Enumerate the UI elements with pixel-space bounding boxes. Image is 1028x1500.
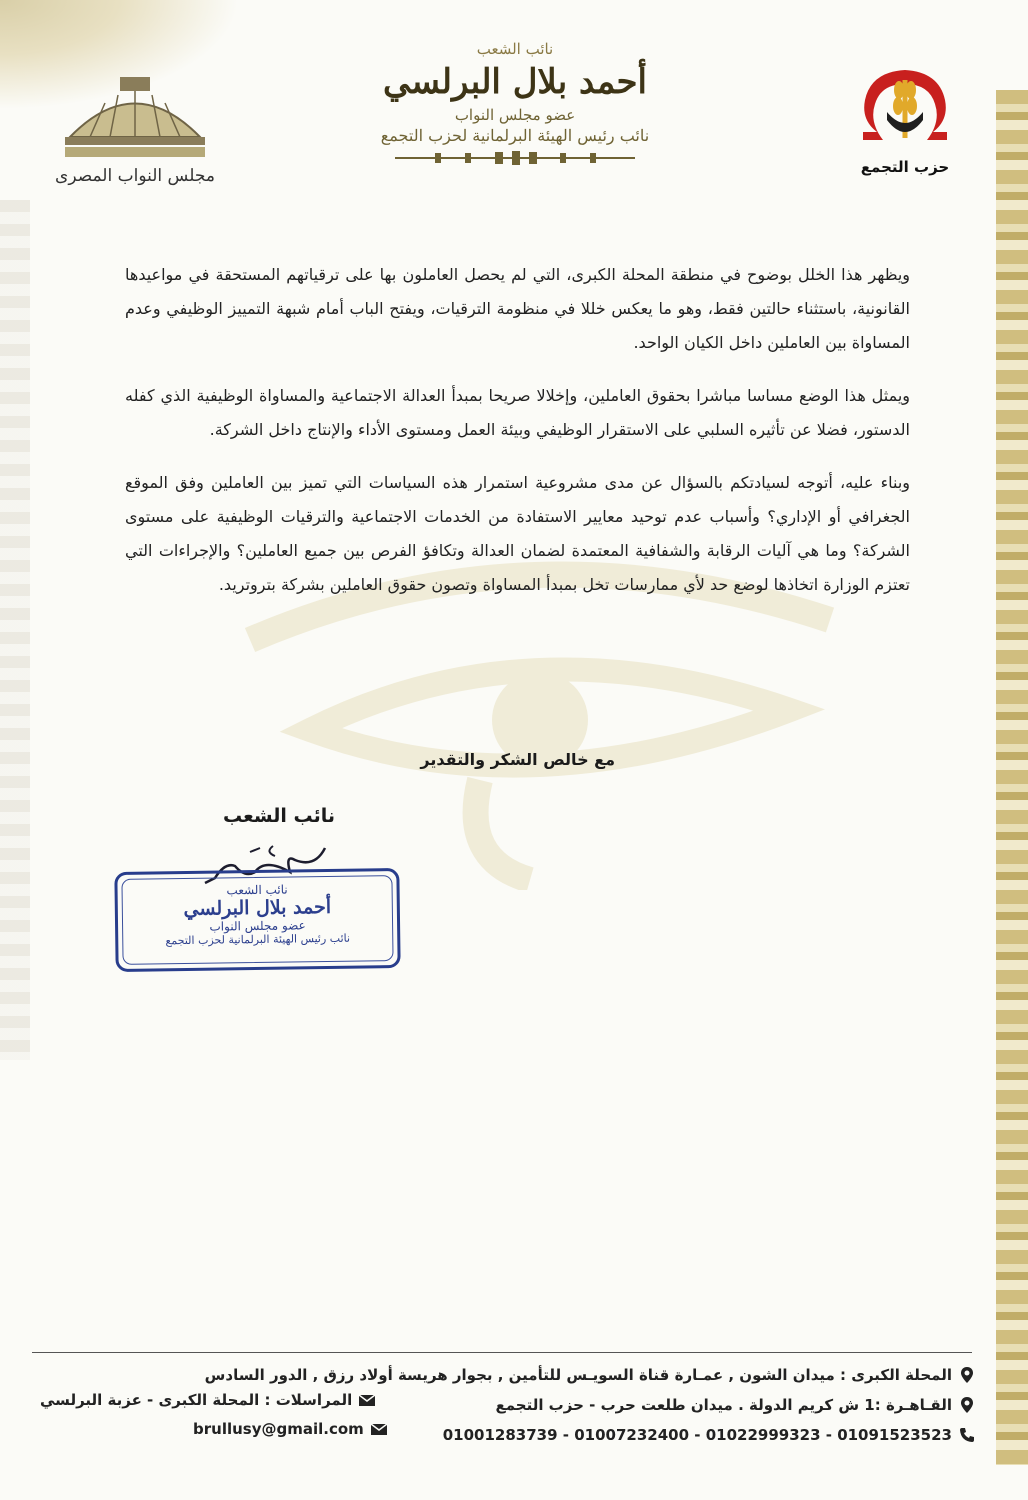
party-logo [850, 60, 960, 176]
ornament-divider-icon [395, 151, 635, 165]
stamp-line-4: نائب رئيس الهيئة البرلمانية لحزب التجمع [165, 931, 351, 948]
stamp-line-2: أحمد بلال البرلسي [183, 895, 332, 921]
paragraph-2: ويمثل هذا الوضع مساسا مباشرا بحقوق العاملين، وإخلالا صريحا بمبدأ العدالة الاجتماعية والمساواة الوظيفية الذي كفله الدستور، فضلا عن تأثيره السلبي على الاستقرار الوظيفي وبيئة العمل ومستوى الأداء والإنتاج داخل الشركة. [125, 386, 910, 439]
parliament-logo [55, 75, 215, 186]
left-faded-border [0, 200, 30, 1060]
parliament-caption: مجلس النواب المصرى [55, 166, 215, 186]
phones-text: 01091523523 - 01022999323 - 01007232400 - 01001283739 [442, 1426, 952, 1444]
deputy-letterhead [350, 40, 680, 165]
address-cairo-text: القـاهـرة :1 ش كريم الدولة . ميدان طلعت حرب - حزب التجمع [495, 1396, 952, 1414]
correspondence-text: المراسلات : المحلة الكبرى - عزبة البرلسي [40, 1391, 353, 1409]
footer-correspondence [40, 1391, 376, 1409]
closing-line: مع خالص الشكر والتقدير [420, 750, 615, 769]
stamp-line-1: نائب الشعب [226, 882, 288, 898]
footer-phones [443, 1426, 976, 1444]
signature-title: نائب الشعب [223, 805, 335, 827]
official-stamp [114, 868, 400, 972]
footer-address-cairo [495, 1396, 976, 1414]
omega-wheat-icon [855, 60, 955, 152]
member-line: عضو مجلس النواب [454, 106, 576, 124]
envelope-icon [370, 1420, 388, 1438]
location-pin-icon [958, 1366, 976, 1384]
paragraph-1: ويظهر هذا الخلل بوضوح في منطقة المحلة الكبرى، التي لم يحصل العاملون بها على ترقياتهم المستحقة في مواعيدها القانونية، باستثناء حالتين فقط، وهو ما يعكس خللا في منظومة الترقيات، ويفتح الباب أمام شبهة التمييز الوظيفي وعدم المساواة بين العاملين داخل الكيان الواحد. [125, 265, 910, 352]
address-mahalla-text: المحلة الكبرى : ميدان الشون , عمـارة قناة السويـس للتأمين , بجوار هريسة أولاد رزق , الدور السادس [204, 1366, 952, 1384]
role-line: نائب رئيس الهيئة البرلمانية لحزب التجمع [380, 126, 650, 145]
footer-email[interactable] [193, 1420, 388, 1438]
footer-address-mahalla [205, 1366, 976, 1384]
parliament-dome-icon [60, 75, 210, 160]
location-pin-icon [958, 1396, 976, 1414]
phone-icon [958, 1426, 976, 1444]
email-link[interactable]: brullusy@gmail.com [193, 1420, 364, 1438]
stamp-line-3: عضو مجلس النواب [209, 918, 306, 934]
deputy-title: نائب الشعب [476, 40, 554, 58]
party-caption: حزب التجمع [860, 158, 950, 176]
letter-body [125, 258, 910, 621]
paragraph-3: وبناء عليه، أتوجه لسيادتكم بالسؤال عن مدى مشروعية استمرار هذه السياسات التي تميز بين العاملين وفق الموقع الجغرافي أو الإداري؟ وأسباب عدم توحيد معايير الاستفادة من الخدمات الاجتماعية والترقيات الوظيفية على مستوى الشركة؟ وما هي آليات الرقابة والشفافية المعتمدة لضمان العدالة وتكافؤ الفرص بين جميع العاملين؟ والإجراءات التي تعتزم الوزارة اتخاذها لوضع حد لأي ممارسات تخل بمبدأ المساواة وتصون حقوق العاملين بشركة بتروتريد. [125, 473, 910, 594]
stamp-inner-border [121, 875, 393, 965]
pharaonic-side-border [996, 90, 1028, 1465]
envelope-icon [358, 1391, 376, 1409]
deputy-name: أحمد بلال البرلسي [383, 62, 647, 102]
footer-divider [32, 1352, 972, 1353]
